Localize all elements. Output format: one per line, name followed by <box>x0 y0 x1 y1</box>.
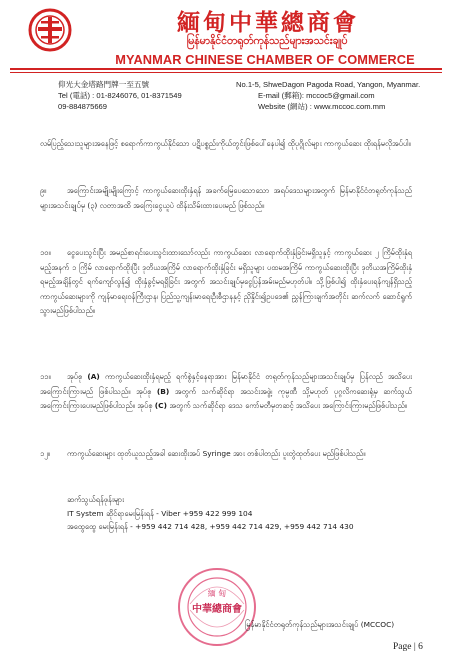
paragraph-12: ကာကွယ်ဆေးများ ထုတ်ယူသည့်အခါ ဆေးထိုးအပ် Syringe အား တစ်ပါတည်း ပူးတွဲထုတ်ပေး မည်ဖြစ်ပါသည်။ <box>67 449 366 458</box>
signatory-organisation: မြန်မာနိုင်ငံတရုတ်ကုန်သည်များအသင်းချုပ် (MCCOC) <box>245 620 395 629</box>
mobile-number: 09-884875669 <box>58 102 107 112</box>
item-number-9: ၉။ <box>40 186 47 195</box>
contact-block-left <box>58 79 182 113</box>
svg-text:中華總商會: 中華總商會 <box>192 604 242 615</box>
address-english: No.1-5, ShweDagon Pagoda Road, Yangon, Myanmar. <box>236 80 421 89</box>
item-number-11: ၁၁။ <box>40 372 51 381</box>
telephone-numbers: Tel (電話) : 01-8246076, 01-8371549 <box>58 91 182 101</box>
page-number: Page | 6 <box>393 642 423 652</box>
header-divider-thin <box>10 72 442 73</box>
paragraph-9: အကြောင်းအမျိုးမျိုးကြောင့် ကာကွယ်ဆေးထိုးနှံရန် အခက်မြေပေသောသော အရပ်ဒေသများအတွက် မြန်မာနိုင်ငံတရုတ်ကုန်သည်များအသင်းချုပ်မှ (၃) လတာအထိ အကြေးငွေယူပဲ ထိန်းသိမ်းထားပေးမည် ဖြစ်သည်။ <box>40 186 412 210</box>
svg-text:緬 甸: 緬 甸 <box>207 589 227 598</box>
chinese-org-name: 緬甸中華總商會 <box>177 9 359 36</box>
website-address: Website (網站) : www.mccoc.com.mm <box>258 102 386 112</box>
paragraph-10: ငွေပေးသွင်းပြီး အမည်စာရင်းပေးသွင်းထားသော်လည်း ကာကွယ်ဆေး လာရောက်ထိုးနှံခြင်းမရှိသူနှင့် ကာကွယ်ဆေး ၂ ကြိမ်ထိုးနှံရမည့်အနက် ၁ ကြိမ် လာရောက်ထိုးပြီး ဒုတိယအကြိမ် လာရောက်ထိုးနှံခြင်း မရှိသူများ ပထမအကြိမ် ကာကွယ်ဆေးထိုးပြီး ဒုတိယအကြိမ်ထိုးနှံရမည့်အချိန်တွင် ရက်ကျော်လွန်၍ ထိုးနှံခွင့်မရရှိခြင်း အတွက် အသင်းချုပ်မှငွေပြန်အမ်းမည်မဟုတ်ပါ။ သို့ဖြစ်ပါ၍ ထိုးနှံပေးရန်ကျန်ရှိသည့် ကာကွယ်ဆေးများကို ကျန်မာရေးဝန်ကြီးဌာန၊ ပြည်သူ့ကျန်းမာရေးဦးစီဌာနနှင့် ညှိနှိုင်း၍ဥပဒေ၏ ညွှန်ကြားချက်အတိုင်း ဆက်လက် ဆောင်ရွက်သွားမည်ဖြစ်ပါသည်။ <box>40 248 412 316</box>
chamber-seal-stamp <box>176 566 258 648</box>
contacts-heading: ဆက်သွယ်ရန်ဖုန်းများ <box>67 495 124 504</box>
address-chinese: 仰光大金塔路門牌一至五號 <box>58 80 150 89</box>
header-divider <box>10 68 442 70</box>
group-c-label: (C) <box>154 401 167 411</box>
myanmar-org-name: မြန်မာနိုင်ငံတရုတ်ကုန်သည်များအသင်းချုပ် <box>186 35 348 47</box>
it-system-contact: IT System ဆိုင်ရာမေးမြန်းရန် - Viber +959 422 999 104 <box>67 508 253 518</box>
email-address: E-mail (郵箱): mccoc5@gmail.com <box>258 91 375 101</box>
contact-numbers <box>40 493 354 534</box>
item-number-12: ၁၂။ <box>40 449 51 458</box>
item-number-10: ၁၀။ <box>40 248 51 257</box>
paragraph-11: အုပ်စု (A) ကာကွယ်ဆေးထိုးနှံရမည့် ရက်စွဲနှင့်နေရာအား မြန်မာနိုင်ငံ တရုတ်ကုန်သည်များအသင်းချုပ်မှ ပြန်လည် အသိပေးအကြောင်းကြားမည် ဖြစ်ပါသည်။ အုပ်စု (B) အတွက် သက်ဆိုင်ရာ အသင်းအဖွဲ့၊ ကုမ္ပဏီ သို့မဟုတ် ပုဂ္ဂလိကဆေးရုံမှ ဆက်သွယ် အကြောင်းကြားပေးမည်ဖြစ်ပါသည်။ အုပ်စု (C) အတွက် သက်ဆိုင်ရာ ဒေသ ကော်မတီမှတဆင့် အသိပေး အကြောင်းကြားမည်ဖြစ်ပါသည်။ <box>40 372 412 411</box>
general-enquiry-contact: အထွေထွေ မေးမြန်းရန် - +959 442 714 428, +959 442 714 429, +959 442 714 430 <box>67 522 354 531</box>
contact-block-right <box>236 79 420 113</box>
group-a-label: (A) <box>87 372 100 381</box>
intro-paragraph: လမ်ပြည့်သေးသူများအနေဖြင့် စရောက်ကာကွယ်နိုင်သော ပဋိပစ္စည်းကိုယ်တွင်းဖြစ်ပေါ်နေပါ၍ ထိုပုဂ္ဂိုလ်များ ကာကွယ်ဆေး ထိုးရန်မလိုအပ်ပါ။ <box>40 139 411 148</box>
group-b-label: (B) <box>156 386 170 396</box>
english-org-name: MYANMAR CHINESE CHAMBER OF COMMERCE <box>115 52 415 67</box>
chamber-logo-icon <box>28 8 72 52</box>
